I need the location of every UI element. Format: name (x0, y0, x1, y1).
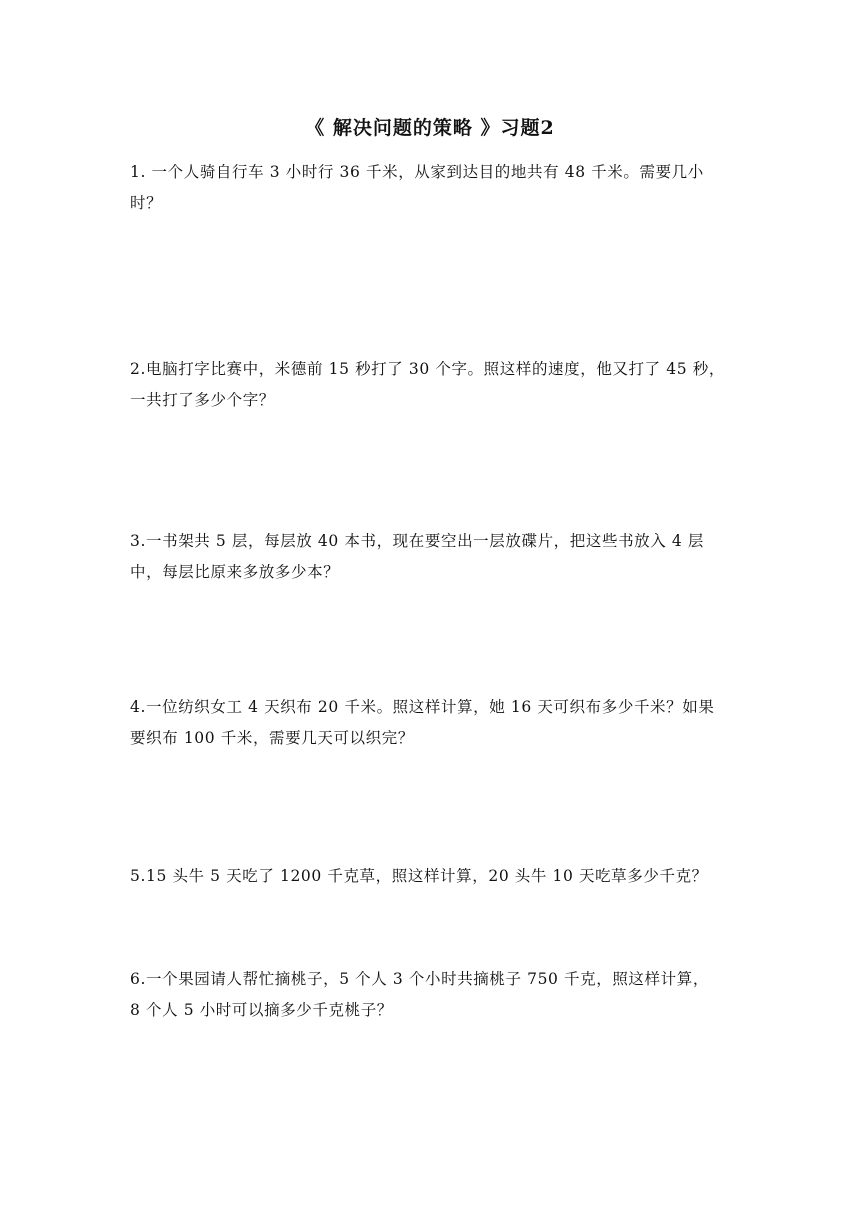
question-4-line-1: 4.一位纺织女工 4 天织布 20 千米。照这样计算，她 16 天可织布多少千米？如果 (130, 698, 715, 716)
question-1-line-2: 时？ (130, 194, 163, 212)
question-2 (130, 354, 734, 416)
question-3 (130, 526, 734, 588)
question-1 (130, 157, 734, 219)
question-5-line-1: 5.15 头牛 5 天吃了 1200 千克草，照这样计算，20 头牛 10 天吃草多少千克？ (130, 867, 708, 885)
question-1-line-1: 1. 一个人骑自行车 3 小时行 36 千米，从家到达目的地共有 48 千米。需要几小 (130, 163, 704, 181)
question-4-line-2: 要织布 100 千米，需要几天可以织完？ (130, 729, 414, 747)
question-3-line-2: 中，每层比原来多放多少本？ (130, 563, 340, 581)
question-5 (130, 861, 734, 892)
question-6 (130, 964, 734, 1026)
question-6-line-1: 6.一个果园请人帮忙摘桃子，5 个人 3 个小时共摘桃子 750 千克，照这样计算， (130, 970, 709, 988)
question-4 (130, 692, 734, 754)
question-3-line-1: 3.一书架共 5 层，每层放 40 本书，现在要空出一层放碟片，把这些书放入 4 层 (130, 532, 704, 550)
question-2-line-2: 一共打了多少个字？ (130, 391, 275, 409)
page-title: 《 解决问题的策略 》习题2 (305, 117, 555, 139)
question-6-line-2: 8 个人 5 小时可以摘多少千克桃子？ (130, 1001, 393, 1019)
question-2-line-1: 2.电脑打字比赛中，米德前 15 秒打了 30 个字。照这样的速度，他又打了 45 秒， (130, 360, 725, 378)
